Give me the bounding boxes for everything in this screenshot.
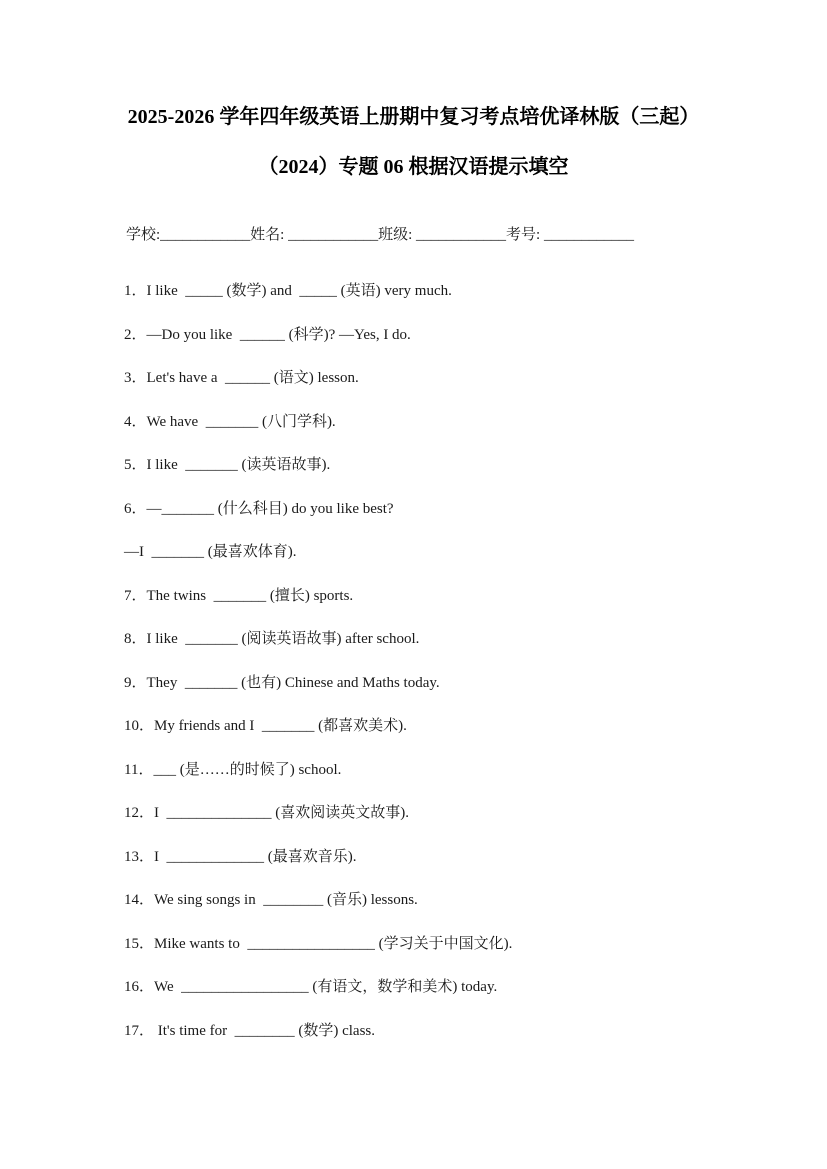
question-text: —Do you like ______ (科学)? —Yes, I do. [146, 326, 411, 343]
question-line [124, 674, 804, 693]
question-number: 5． [124, 457, 147, 473]
question-text: Let's have a ______ (语文) lesson. [146, 370, 359, 386]
question-line [124, 282, 804, 301]
question-text: Mike wants to _________________ (学习关于中国文化). [154, 935, 513, 952]
question-text: I like _______ (阅读英语故事) after school. [146, 631, 420, 647]
question-text: —_______ (什么科目) do you like best? [146, 500, 394, 517]
document-title [0, 104, 827, 180]
student-info-bar [126, 223, 634, 244]
question-line [124, 848, 804, 867]
info-field-name [250, 223, 378, 244]
question-number: 7． [124, 587, 147, 604]
title-line-2: （2024）专题 06 根据汉语提示填空 [258, 156, 569, 178]
info-field-label: 学校: [126, 227, 161, 243]
info-field-blank-line: ____________ [543, 227, 634, 243]
question-number: 4． [124, 413, 147, 430]
question-text: They _______ (也有) Chinese and Maths today. [146, 674, 440, 691]
question-number: 17． [124, 1022, 155, 1039]
question-line [124, 761, 804, 780]
info-field-class [378, 223, 506, 244]
question-line [124, 804, 804, 823]
question-line [124, 935, 804, 954]
question-line [124, 456, 804, 475]
info-field-exam-number [506, 223, 634, 244]
info-field-label: 姓名: [250, 227, 289, 243]
question-text: I like _______ (读英语故事). [146, 457, 331, 473]
question-number: 11． [124, 761, 154, 778]
question-line [124, 978, 804, 997]
question-number: 1． [124, 283, 147, 299]
question-line [124, 891, 804, 910]
question-text: I like _____ (数学) and _____ (英语) very much. [146, 283, 452, 299]
question-continuation-line [124, 543, 804, 562]
question-number: 3． [124, 370, 147, 386]
question-number: 16． [124, 979, 155, 995]
info-field-label: 班级: [378, 227, 417, 243]
question-line [124, 326, 804, 345]
info-field-blank-line: ____________ [288, 227, 379, 243]
question-number: 13． [124, 848, 155, 865]
question-number: 9． [124, 674, 147, 691]
question-line [124, 587, 804, 606]
question-text: I ______________ (喜欢阅读英文故事). [154, 805, 410, 821]
question-line [124, 500, 804, 519]
question-line [124, 369, 804, 388]
question-text: We have _______ (八门学科). [146, 413, 336, 430]
question-line [124, 630, 804, 649]
info-field-label: 考号: [506, 227, 544, 243]
question-list [124, 282, 804, 1065]
question-text: We sing songs in ________ (音乐) lessons. [154, 892, 418, 908]
question-number: 12． [124, 805, 155, 821]
question-text: —I _______ (最喜欢体育). [124, 544, 297, 560]
title-line-1: 2025-2026 学年四年级英语上册期中复习考点培优译林版（三起） [127, 106, 700, 128]
question-line [124, 717, 804, 736]
question-number: 6． [124, 500, 147, 517]
question-text: We _________________ (有语文，数学和美术) today. [154, 979, 498, 995]
question-text: It's time for ________ (数学) class. [154, 1022, 376, 1039]
info-field-school [126, 223, 250, 244]
question-number: 8． [124, 631, 147, 647]
question-number: 15． [124, 935, 155, 952]
question-text: I _____________ (最喜欢音乐). [154, 848, 357, 865]
question-text: My friends and I _______ (都喜欢美术). [154, 718, 407, 734]
info-field-blank-line: ____________ [160, 227, 251, 243]
question-number: 10． [124, 718, 155, 734]
info-field-blank-line: ____________ [416, 227, 507, 243]
question-line [124, 1022, 804, 1041]
question-number: 2． [124, 326, 147, 343]
question-line [124, 413, 804, 432]
question-number: 14． [124, 892, 155, 908]
question-text: ___ (是……的时候了) school. [153, 761, 342, 778]
question-text: The twins _______ (擅长) sports. [146, 587, 354, 604]
